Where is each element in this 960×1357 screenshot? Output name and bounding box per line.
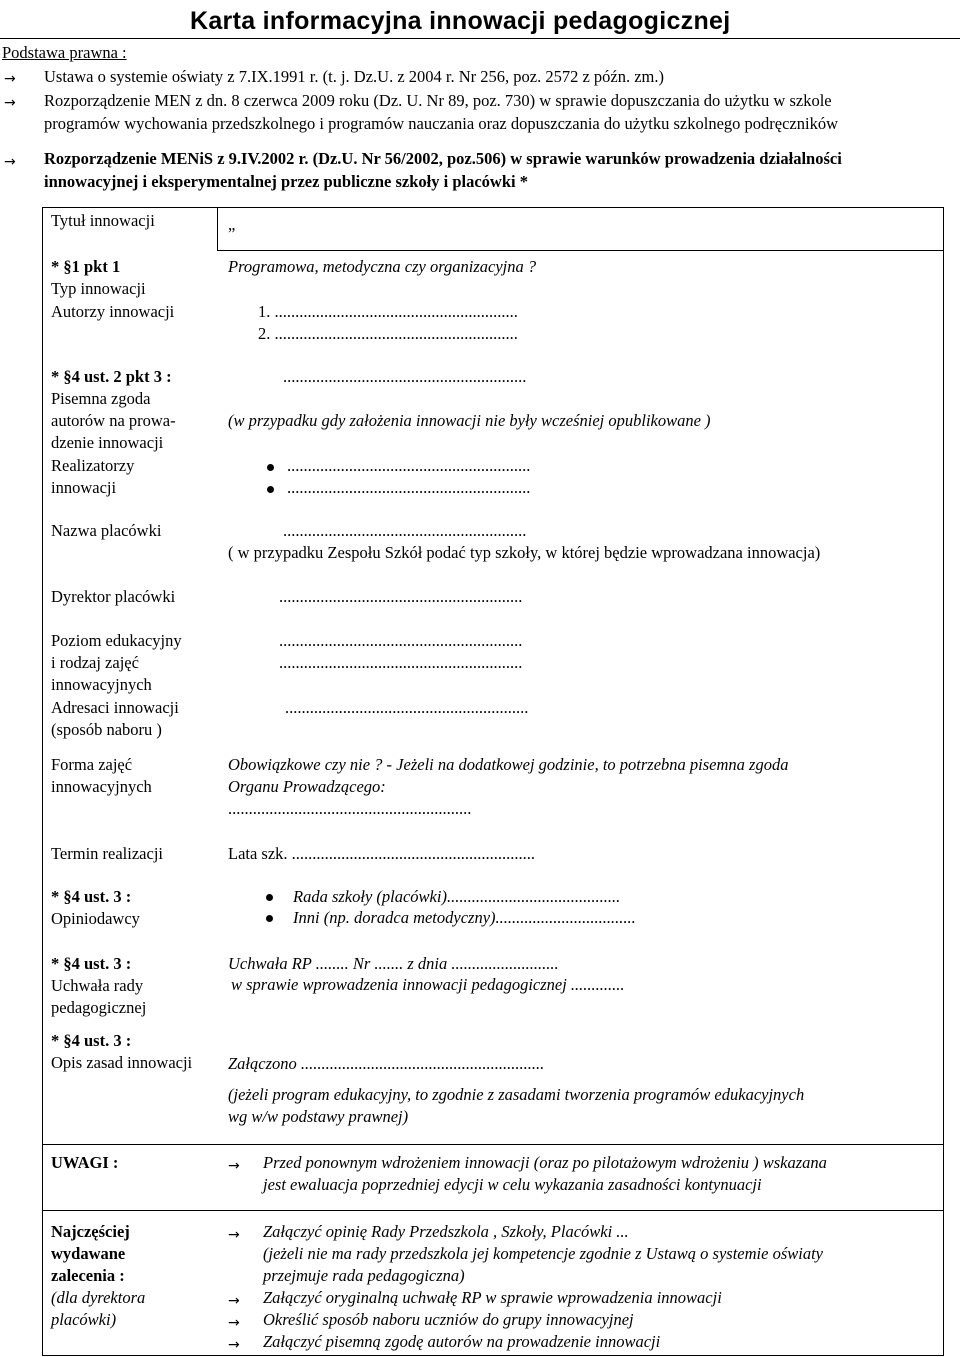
level-field-1[interactable]: ........................................................... [279, 631, 523, 650]
class-form-label: Forma zajęć [51, 755, 133, 774]
rules-ref: * §4 ust. 3 : [51, 1031, 132, 1050]
arrow-icon: → [228, 1158, 240, 1174]
bullet-icon [267, 486, 274, 493]
recommendations-label: wydawane [51, 1244, 126, 1263]
bullet-icon [266, 915, 273, 922]
class-form-field[interactable]: ........................................................... [228, 799, 472, 818]
author-field-2[interactable]: 2. ........................................................... [258, 324, 518, 343]
recommendation-item: Załączyć pisemną zgodę autorów na prowadzenie innowacji [263, 1332, 661, 1351]
legal-item: Rozporządzenie MEN z dn. 8 czerwca 2009 roku (Dz. U. Nr 89, poz. 730) w sprawie dopuszczania do użytku w szkole [44, 91, 832, 110]
rules-note: (jeżeli program edukacyjny, to zgodnie z zasadami tworzenia programów edukacyjnych [228, 1085, 805, 1104]
bullet-icon [266, 894, 273, 901]
remarks-text: Przed ponownym wdrożeniem innowacji (oraz po pilotażowym wdrożeniu ) wskazana [263, 1153, 827, 1172]
opinions-ref: * §4 ust. 3 : [51, 887, 132, 906]
class-form-value: Obowiązkowe czy nie ? - Jeżeli na dodatkowej godzinie, to potrzebna pisemna zgoda [228, 755, 789, 774]
row-divider [42, 1210, 944, 1211]
resolution-subject-field[interactable]: w sprawie wprowadzenia innowacji pedagogicznej ............. [231, 975, 625, 994]
level-field-2[interactable]: ........................................................... [279, 653, 523, 672]
implementer-field-2[interactable]: ........................................................... [287, 478, 531, 497]
bullet-icon [267, 464, 274, 471]
level-label: Poziom edukacyjny [51, 631, 182, 650]
arrow-icon: → [4, 71, 16, 87]
remarks-text: jest ewaluacja poprzedniej edycji w celu wykazania zasadności kontynuacji [263, 1175, 762, 1194]
legal-basis-heading: Podstawa prawna : [2, 43, 127, 62]
opinion-field-1[interactable]: Rada szkoły (placówki).......................................... [293, 887, 621, 906]
page-title: Karta informacyjna innowacji pedagogicznej [190, 7, 731, 35]
school-name-note: ( w przypadku Zespołu Szkół podać typ szkoły, w której będzie wprowadzana innowacja) [228, 543, 821, 562]
level-label: innowacyjnych [51, 675, 152, 694]
implementer-field-1[interactable]: ........................................................... [287, 456, 531, 475]
recipients-label: (sposób naboru ) [51, 720, 162, 739]
legal-item: Ustawa o systemie oświaty z 7.IX.1991 r. (t. j. Dz.U. z 2004 r. Nr 256, poz. 2572 z późn. zm.) [44, 67, 665, 86]
recipients-label: Adresaci innowacji [51, 698, 179, 717]
recommendations-label: Najczęściej [51, 1222, 130, 1241]
arrow-icon: → [228, 1315, 240, 1331]
class-form-label: innowacyjnych [51, 777, 152, 796]
recommendations-sublabel: (dla dyrektora [51, 1288, 146, 1307]
authors-label: Autorzy innowacji [51, 302, 175, 321]
rules-note: wg w/w podstawy prawnej) [228, 1107, 409, 1126]
class-form-value: Organu Prowadzącego: [228, 777, 386, 796]
consent-label: Pisemna zgoda [51, 389, 151, 408]
resolution-label: pedagogicznej [51, 998, 147, 1017]
row-divider [42, 1144, 944, 1145]
arrow-icon: → [228, 1337, 240, 1353]
title-divider [0, 38, 960, 39]
director-field[interactable]: ........................................................... [279, 587, 523, 606]
title-cell-divider [217, 207, 218, 250]
implementers-label: Realizatorzy [51, 456, 135, 475]
arrow-icon: → [4, 95, 16, 111]
legal-item: Rozporządzenie MENiS z 9.IV.2002 r. (Dz.U. Nr 56/2002, poz.506) w sprawie warunków prowadzenia działalności [44, 149, 842, 168]
recommendation-item-note: przejmuje rada pedagogiczna) [263, 1266, 465, 1285]
remarks-label: UWAGI : [51, 1153, 119, 1172]
consent-note: (w przypadku gdy założenia innowacji nie były wcześniej opublikowane ) [228, 411, 711, 430]
type-ref: * §1 pkt 1 [51, 257, 121, 276]
recommendation-item-note: (jeżeli nie ma rady przedszkola jej kompetencje zgodnie z Ustawą o systemie oświaty [263, 1244, 823, 1263]
rules-label: Opis zasad innowacji [51, 1053, 193, 1072]
resolution-field[interactable]: Uchwała RP ........ Nr ....... z dnia .......................... [228, 954, 559, 973]
innovation-title-label: Tytuł innowacji [51, 211, 155, 230]
recommendations-label: zalecenia : [51, 1266, 125, 1285]
recommendation-item: Określić sposób naboru uczniów do grupy innowacyjnej [263, 1310, 634, 1329]
consent-field[interactable]: ........................................................... [283, 367, 527, 386]
type-label: Typ innowacji [51, 279, 146, 298]
consent-label: autorów na prowa- [51, 411, 176, 430]
legal-item-continuation: programów wychowania przedszkolnego i programów nauczania oraz dopuszczania do użytku szkolnego podręczników [44, 114, 839, 133]
innovation-title-field[interactable]: „ [228, 215, 236, 234]
recipients-field[interactable]: ........................................................... [285, 698, 529, 717]
term-label: Termin realizacji [51, 844, 163, 863]
author-field-1[interactable]: 1. ........................................................... [258, 302, 518, 321]
arrow-icon: → [228, 1293, 240, 1309]
term-field[interactable]: Lata szk. ........................................................... [228, 844, 536, 863]
consent-ref: * §4 ust. 2 pkt 3 : [51, 367, 172, 386]
legal-item-continuation: innowacyjnej i eksperymentalnej przez publiczne szkoły i placówki * [44, 172, 528, 191]
implementers-label: innowacji [51, 478, 117, 497]
opinion-field-2[interactable]: Inni (np. doradca metodyczny).................................. [293, 908, 636, 927]
school-name-label: Nazwa placówki [51, 521, 162, 540]
recommendation-item: Załączyć opinię Rady Przedszkola , Szkoły, Placówki ... [263, 1222, 629, 1241]
opinions-label: Opiniodawcy [51, 909, 140, 928]
school-name-field[interactable]: ........................................................... [283, 521, 527, 540]
type-value[interactable]: Programowa, metodyczna czy organizacyjna ? [228, 257, 537, 276]
recommendations-sublabel: placówki) [51, 1310, 117, 1329]
resolution-ref: * §4 ust. 3 : [51, 954, 132, 973]
arrow-icon: → [4, 154, 16, 170]
resolution-label: Uchwała rady [51, 976, 144, 995]
arrow-icon: → [228, 1227, 240, 1243]
level-label: i rodzaj zajęć [51, 653, 139, 672]
recommendation-item: Załączyć oryginalną uchwałę RP w sprawie wprowadzenia innowacji [263, 1288, 722, 1307]
consent-label: dzenie innowacji [51, 433, 164, 452]
director-label: Dyrektor placówki [51, 587, 176, 606]
row-divider [217, 250, 944, 251]
rules-field[interactable]: Załączono ........................................................... [228, 1054, 545, 1073]
